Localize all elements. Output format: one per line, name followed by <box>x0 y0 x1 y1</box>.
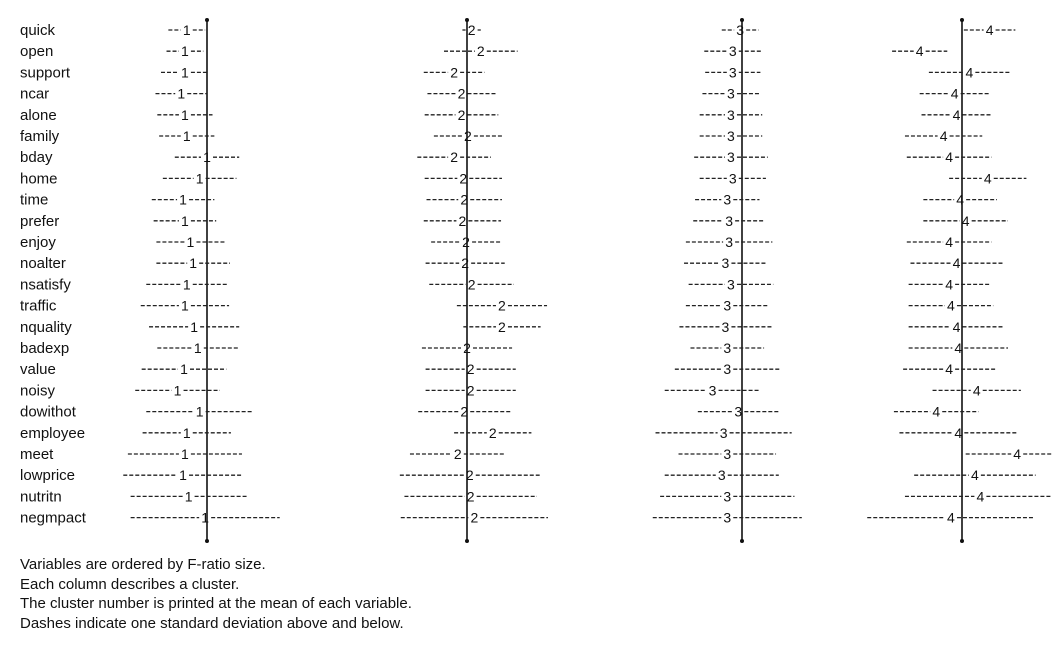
note-line-1: Variables are ordered by F-ratio size. <box>20 556 266 573</box>
cluster-3-open <box>704 43 761 59</box>
cluster-3-ncar <box>702 86 759 102</box>
cluster-number-mark: 3 <box>723 191 732 208</box>
cluster-4-axis-bottom-dot <box>960 539 964 543</box>
cluster-number-mark: 2 <box>466 382 475 399</box>
cluster-number-mark: 3 <box>723 488 732 505</box>
cluster-1-quick <box>168 22 205 38</box>
variable-label-value: value <box>20 361 56 379</box>
cluster-number-mark: 3 <box>719 424 728 441</box>
cluster-number-mark: 3 <box>723 361 732 378</box>
variable-label-traffic: traffic <box>20 297 57 315</box>
cluster-2-bday <box>417 149 491 165</box>
cluster-4-nsatisfy <box>909 276 990 292</box>
cluster-4-axis-top-dot <box>960 18 964 22</box>
variable-label-open: open <box>20 43 54 61</box>
variable-label-home: home <box>20 170 58 188</box>
cluster-4-support <box>929 64 1010 80</box>
cluster-1-nquality <box>149 319 239 335</box>
variable-label-badexp: badexp <box>20 340 70 357</box>
cluster-2-negmpact <box>401 510 548 526</box>
cluster-2-value <box>426 361 516 377</box>
cluster-3-employee <box>656 425 792 441</box>
cluster-number-mark: 2 <box>465 467 474 484</box>
variable-label-enjoy: enjoy <box>20 234 56 251</box>
cluster-number-mark: 4 <box>945 361 954 378</box>
cluster-number-mark: 3 <box>736 22 745 38</box>
variable-label-noalter: noalter <box>20 255 66 273</box>
cluster-number-mark: 3 <box>723 297 732 314</box>
cluster-2-nquality <box>463 319 540 335</box>
cluster-4-badexp <box>909 340 1008 356</box>
cluster-number-mark: 3 <box>708 382 717 399</box>
cluster-number-mark: 3 <box>728 64 737 81</box>
cluster-1-nutritn <box>131 488 247 504</box>
cluster-2-noalter <box>426 255 505 271</box>
cluster-3-lowprice <box>665 467 779 483</box>
chart-notes <box>20 555 412 633</box>
cluster-3-enjoy <box>686 234 772 250</box>
variable-label-lowprice: lowprice <box>20 467 76 485</box>
cluster-number-mark: 3 <box>723 509 732 526</box>
variable-label-alone: alone <box>20 106 57 124</box>
cluster-4-negmpact <box>867 510 1034 526</box>
cluster-4-alone <box>922 107 992 123</box>
cluster-number-mark: 4 <box>952 318 961 335</box>
cluster-number-mark: 3 <box>728 170 737 187</box>
cluster-4-prefer <box>923 213 1008 229</box>
cluster-3-prefer <box>693 213 765 229</box>
cluster-number-mark: 4 <box>1013 446 1022 462</box>
cluster-4-noisy <box>933 382 1021 398</box>
cluster-number-mark: 1 <box>190 318 199 335</box>
cluster-number-mark: 1 <box>186 234 195 250</box>
cluster-4-nutritn <box>905 488 1052 504</box>
cluster-axes <box>205 18 964 543</box>
cluster-marks <box>123 22 1052 526</box>
cluster-number-mark: 4 <box>947 509 955 526</box>
variable-label-ncar: ncar <box>20 85 50 103</box>
cluster-4-noalter <box>910 255 1002 271</box>
cluster-number-mark: 4 <box>972 382 981 399</box>
cluster-number-mark: 2 <box>470 509 479 526</box>
cluster-number-mark: 1 <box>182 128 191 144</box>
cluster-number-mark: 4 <box>956 191 965 208</box>
cluster-number-mark: 3 <box>721 318 730 335</box>
cluster-number-mark: 3 <box>727 149 735 166</box>
cluster-1-noalter <box>156 255 230 271</box>
cluster-3-home <box>700 170 766 186</box>
cluster-number-mark: 2 <box>466 361 475 378</box>
cluster-number-mark: 3 <box>727 128 735 144</box>
variable-label-nsatisfy: nsatisfy <box>20 276 71 294</box>
cluster-1-axis-top-dot <box>205 18 209 22</box>
cluster-2-alone <box>425 107 499 123</box>
variable-label-negmpact: negmpact <box>20 509 86 527</box>
cluster-3-quick <box>722 22 759 38</box>
cluster-number-mark: 4 <box>947 297 955 314</box>
cluster-number-mark: 1 <box>189 255 198 272</box>
cluster-number-mark: 1 <box>181 212 189 229</box>
cluster-number-mark: 1 <box>201 509 210 526</box>
cluster-number-mark: 2 <box>498 297 506 314</box>
cluster-1-family <box>159 128 214 144</box>
variable-label-dowithot: dowithot <box>20 403 76 421</box>
variable-label-prefer: prefer <box>20 212 60 230</box>
cluster-4-family <box>905 128 982 144</box>
cluster-4-time <box>923 192 997 208</box>
cluster-number-mark: 2 <box>459 170 468 187</box>
cluster-4-ncar <box>920 86 990 102</box>
variable-label-support: support <box>20 64 71 82</box>
cluster-2-quick <box>462 22 480 38</box>
cluster-1-nsatisfy <box>146 276 227 292</box>
cluster-4-lowprice <box>914 467 1035 483</box>
variable-label-quick: quick <box>20 22 56 39</box>
cluster-2-dowithot <box>418 404 510 420</box>
cluster-number-mark: 1 <box>180 361 188 378</box>
cluster-number-mark: 1 <box>182 424 191 441</box>
cluster-1-axis-bottom-dot <box>205 539 209 543</box>
cluster-number-mark: 3 <box>725 234 734 250</box>
cluster-number-mark: 3 <box>728 43 737 60</box>
cluster-number-mark: 2 <box>453 446 462 462</box>
cluster-4-open <box>892 43 947 59</box>
cluster-3-nutritn <box>660 488 794 504</box>
cluster-number-mark: 4 <box>985 22 994 38</box>
cluster-number-mark: 2 <box>467 22 476 38</box>
cluster-3-time <box>695 192 759 208</box>
cluster-number-mark: 3 <box>727 276 735 293</box>
cluster-1-bday <box>175 149 239 165</box>
cluster-3-meet <box>679 446 777 462</box>
cluster-2-lowprice <box>400 467 540 483</box>
cluster-3-noisy <box>665 382 761 398</box>
cluster-number-mark: 4 <box>965 64 974 81</box>
cluster-1-lowprice <box>123 467 243 483</box>
cluster-3-dowithot <box>698 404 779 420</box>
cluster-number-mark: 3 <box>734 403 743 420</box>
cluster-number-mark: 1 <box>193 340 202 356</box>
cluster-number-mark: 1 <box>195 403 204 420</box>
cluster-number-mark: 4 <box>915 43 924 60</box>
cluster-3-traffic <box>686 298 769 314</box>
variable-label-family: family <box>20 128 60 145</box>
cluster-1-open <box>167 43 204 59</box>
cluster-1-ncar <box>155 86 207 102</box>
cluster-number-mark: 2 <box>460 191 469 208</box>
cluster-number-mark: 2 <box>450 64 459 81</box>
cluster-number-mark: 4 <box>932 403 941 420</box>
cluster-number-mark: 2 <box>488 424 497 441</box>
cluster-4-employee <box>899 425 1017 441</box>
cluster-number-mark: 1 <box>203 149 211 166</box>
cluster-number-mark: 2 <box>457 106 466 123</box>
cluster-number-mark: 1 <box>177 85 186 102</box>
cluster-2-home <box>425 170 502 186</box>
cluster-3-support <box>705 64 760 80</box>
cluster-number-mark: 1 <box>182 276 191 293</box>
cluster-number-mark: 2 <box>464 128 472 144</box>
cluster-number-mark: 4 <box>983 170 992 187</box>
cluster-2-time <box>427 192 502 208</box>
cluster-number-mark: 2 <box>450 149 459 166</box>
cluster-number-mark: 2 <box>462 234 470 250</box>
cluster-4-dowithot <box>894 404 979 420</box>
cluster-2-family <box>434 128 502 144</box>
cluster-2-traffic <box>457 298 547 314</box>
cluster-3-bday <box>694 149 768 165</box>
cluster-3-badexp <box>690 340 764 356</box>
variable-label-bday: bday <box>20 149 53 167</box>
cluster-number-mark: 1 <box>181 446 189 462</box>
cluster-number-mark: 2 <box>461 255 470 272</box>
cluster-3-nsatisfy <box>689 276 774 292</box>
cluster-number-mark: 3 <box>727 106 735 123</box>
cluster-number-mark: 4 <box>945 276 954 293</box>
cluster-1-home <box>163 170 237 186</box>
cluster-1-traffic <box>141 298 229 314</box>
cluster-number-mark: 4 <box>950 85 959 102</box>
cluster-number-mark: 2 <box>466 488 475 505</box>
cluster-number-mark: 1 <box>181 64 189 81</box>
cluster-1-enjoy <box>156 234 224 250</box>
cluster-number-mark: 1 <box>182 22 191 38</box>
cluster-number-mark: 4 <box>954 424 963 441</box>
variable-labels <box>20 22 87 527</box>
cluster-4-nquality <box>909 319 1005 335</box>
cluster-2-badexp <box>422 340 512 356</box>
cluster-number-mark: 3 <box>723 340 732 356</box>
cluster-1-alone <box>157 107 212 123</box>
cluster-1-negmpact <box>131 510 280 526</box>
note-line-3: The cluster number is printed at the mean of each variable. <box>20 595 412 612</box>
cluster-4-enjoy <box>907 234 992 250</box>
cluster-4-quick <box>964 22 1016 38</box>
cluster-number-mark: 4 <box>976 488 985 505</box>
cluster-4-meet <box>966 446 1052 462</box>
cluster-1-employee <box>143 425 231 441</box>
cluster-3-noalter <box>684 255 767 271</box>
cluster-4-bday <box>907 149 992 165</box>
cluster-number-mark: 2 <box>458 212 467 229</box>
cluster-number-mark: 2 <box>498 318 506 335</box>
cluster-2-support <box>424 64 485 80</box>
cluster-2-enjoy <box>431 234 501 250</box>
cluster-number-mark: 4 <box>952 255 961 272</box>
cluster-number-mark: 2 <box>467 276 476 293</box>
cluster-number-mark: 1 <box>173 382 182 399</box>
cluster-2-nsatisfy <box>429 276 514 292</box>
cluster-2-noisy <box>426 382 516 398</box>
variable-label-noisy: noisy <box>20 382 56 400</box>
note-line-2: Each column describes a cluster. <box>20 575 240 593</box>
cluster-number-mark: 3 <box>717 467 726 484</box>
cluster-number-mark: 3 <box>727 85 735 102</box>
cluster-number-mark: 4 <box>945 149 954 166</box>
variable-label-meet: meet <box>20 446 54 463</box>
cluster-2-prefer <box>424 213 501 229</box>
cluster-number-mark: 2 <box>476 43 485 60</box>
cluster-number-mark: 1 <box>184 488 193 505</box>
cluster-4-traffic <box>909 298 994 314</box>
cluster-number-mark: 3 <box>723 446 732 462</box>
cluster-number-mark: 3 <box>721 255 730 272</box>
cluster-1-dowithot <box>146 404 253 420</box>
cluster-1-meet <box>128 446 242 462</box>
variable-label-time: time <box>20 191 49 209</box>
cluster-number-mark: 2 <box>460 403 469 420</box>
cluster-number-mark: 2 <box>463 340 471 356</box>
cluster-1-time <box>152 192 215 208</box>
note-line-4: Dashes indicate one standard deviation above and below. <box>20 614 404 632</box>
cluster-number-mark: 4 <box>952 106 961 123</box>
cluster-3-negmpact <box>653 510 802 526</box>
cluster-3-nquality <box>679 319 771 335</box>
cluster-number-mark: 4 <box>945 234 954 250</box>
cluster-number-mark: 1 <box>181 43 189 60</box>
cluster-4-home <box>949 170 1026 186</box>
cluster-number-mark: 1 <box>195 170 204 187</box>
cluster-1-support <box>161 64 209 80</box>
cluster-number-mark: 1 <box>181 106 189 123</box>
cluster-1-badexp <box>157 340 238 356</box>
cluster-number-mark: 3 <box>725 212 734 229</box>
cluster-2-axis-bottom-dot <box>465 539 469 543</box>
variable-label-nutritn: nutritn <box>20 488 62 506</box>
variable-label-employee: employee <box>20 424 86 442</box>
cluster-number-mark: 1 <box>179 191 187 208</box>
cluster-2-nutritn <box>404 488 536 504</box>
cluster-number-mark: 4 <box>939 128 948 144</box>
cluster-number-mark: 1 <box>181 297 189 314</box>
cluster-number-mark: 1 <box>179 467 187 484</box>
cluster-number-mark: 2 <box>457 85 466 102</box>
cluster-2-ncar <box>427 86 495 102</box>
cluster-4-value <box>903 361 995 377</box>
cluster-3-alone <box>700 107 763 123</box>
cluster-number-mark: 4 <box>954 340 963 356</box>
cluster-2-open <box>444 43 518 59</box>
cluster-2-employee <box>454 425 531 441</box>
cluster-2-meet <box>410 446 506 462</box>
cluster-number-mark: 4 <box>970 467 979 484</box>
cluster-number-mark: 4 <box>961 212 970 229</box>
cluster-3-axis-bottom-dot <box>740 539 744 543</box>
cluster-3-family <box>700 128 763 144</box>
variable-label-nquality: nquality <box>20 318 72 336</box>
cluster-1-value <box>142 361 227 377</box>
cluster-3-value <box>675 361 780 377</box>
